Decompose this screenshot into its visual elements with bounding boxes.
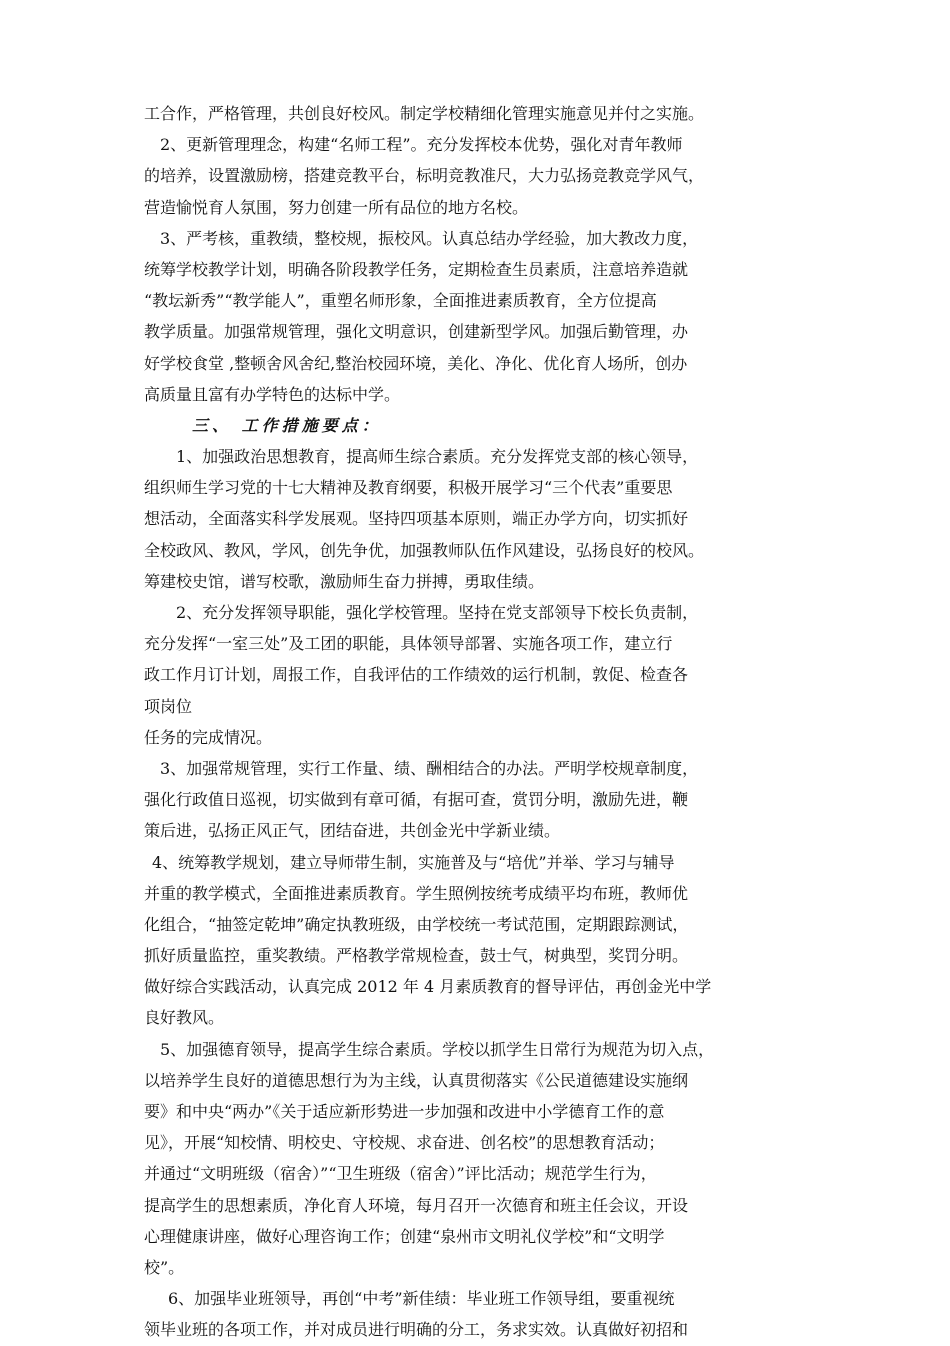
text-line: 好学校食堂 ,整顿舍风舍纪,整治校园环境，美化、净化、优化育人场所，创办 [144, 353, 688, 373]
text-line: 工合作，严格管理，共创良好校风。制定学校精细化管理实施意见并付之实施。 [144, 104, 705, 123]
text-line: 良好教风。 [144, 1008, 225, 1028]
text-line: 统筹学校教学计划，明确各阶段教学任务，定期检查生员素质，注意培养造就 [144, 259, 689, 279]
text-line: 领毕业班的各项工作，并对成员进行明确的分工，务求实效。认真做好初招和 [144, 1320, 689, 1340]
text-line: 全校政风、教风，学风，创先争优，加强教师队伍作风建设，弘扬良好的校风。 [144, 540, 705, 560]
text-line: 教学质量。加强常规管理，强化文明意识，创建新型学风。加强后勤管理，办 [144, 322, 689, 342]
text-line: 高质量且富有办学特色的达标中学。 [144, 384, 401, 404]
text-line: 并通过“文明班级（宿舍）”“卫生班级（宿舍）”评比活动；规范学生行为， [144, 1164, 657, 1184]
text-line: 策后进，弘扬正风正气，团结奋进，共创金光中学新业绩。 [144, 821, 561, 841]
text-line: 并重的教学模式，全面推进素质教育。学生照例按统考成绩平均布班，教师优 [144, 883, 689, 903]
text-line: 1、加强政治思想教育，提高师生综合素质。充分发挥党支部的核心领导， [176, 447, 699, 467]
text-line: “教坛新秀”“教学能人”，重塑名师形象，全面推进素质教育，全方位提高 [144, 291, 657, 311]
text-line: 化组合，“抽签定乾坤”确定执教班级，由学校统一考试范围，定期跟踪测试， [144, 914, 689, 934]
section-heading: 三、 工作措施要点： [192, 415, 382, 435]
text-line: 抓好质量监控，重奖教绩。严格教学常规检查，鼓士气，树典型，奖罚分明。 [144, 946, 689, 966]
text-line: 2、更新管理理念，构建“名师工程”。充分发挥校本优势，强化对青年教师 [160, 135, 683, 155]
text-line: 心理健康讲座，做好心理咨询工作；创建“泉州市文明礼仪学校”和“文明学 [144, 1226, 665, 1246]
text-line: 组织师生学习党的十七大精神及教育纲要，积极开展学习“三个代表”重要思 [144, 478, 673, 498]
text-line: 见》，开展“知校情、明校史、守校规、求奋进、创名校”的思想教育活动； [144, 1133, 665, 1153]
text-line: 政工作月订计划，周报工作，自我评估的工作绩效的运行机制，敦促、检查各 [144, 665, 689, 685]
text-line: 5、加强德育领导，提高学生综合素质。学校以抓学生日常行为规范为切入点， [160, 1039, 715, 1059]
text-line: 以培养学生良好的道德思想行为为主线，认真贯彻落实《公民道德建设实施纲 [144, 1070, 689, 1090]
text-line: 项岗位 [144, 696, 193, 716]
text-line: 营造愉悦育人氛围，努力创建一所有品位的地方名校。 [144, 197, 529, 217]
text-line: 3、加强常规管理，实行工作量、绩、酬相结合的办法。严明学校规章制度， [160, 758, 699, 778]
text-line: 充分发挥“一室三处”及工团的职能，具体领导部署、实施各项工作，建立行 [144, 634, 673, 654]
text-line: 2、充分发挥领导职能，强化学校管理。坚持在党支部领导下校长负责制， [176, 603, 699, 622]
text-line: 想活动，全面落实科学发展观。坚持四项基本原则，端正办学方向，切实抓好 [144, 509, 689, 529]
text-line: 校”。 [144, 1257, 185, 1277]
text-line: 强化行政值日巡视，切实做到有章可循，有据可查，赏罚分明，激励先进，鞭 [144, 790, 689, 810]
text-line: 3、严考核，重教绩，整校规，振校风。认真总结办学经验，加大教改力度， [160, 228, 699, 248]
text-line: 要》和中央“两办”《关于适应新形势进一步加强和改进中小学德育工作的意 [144, 1102, 665, 1121]
text-line: 筹建校史馆，谱写校歌，激励师生奋力拼搏，勇取佳绩。 [144, 571, 545, 591]
document-page [144, 98, 814, 1346]
text-line: 的培养，设置激励榜，搭建竞教平台，标明竞教准尺，大力弘扬竞教竞学风气， [144, 166, 705, 186]
text-line: 做好综合实践活动，认真完成 2012 年 4 月素质教育的督导评估，再创金光中学 [144, 977, 712, 997]
text-line: 4、统筹教学规划，建立导师带生制，实施普及与“培优”并举、学习与辅导 [152, 852, 675, 872]
text-line: 提高学生的思想素质，净化育人环境，每月召开一次德育和班主任会议，开设 [144, 1195, 689, 1215]
text-line: 任务的完成情况。 [144, 727, 273, 747]
text-line: 6、加强毕业班领导，再创“中考”新佳绩：毕业班工作领导组，要重视统 [168, 1289, 675, 1309]
